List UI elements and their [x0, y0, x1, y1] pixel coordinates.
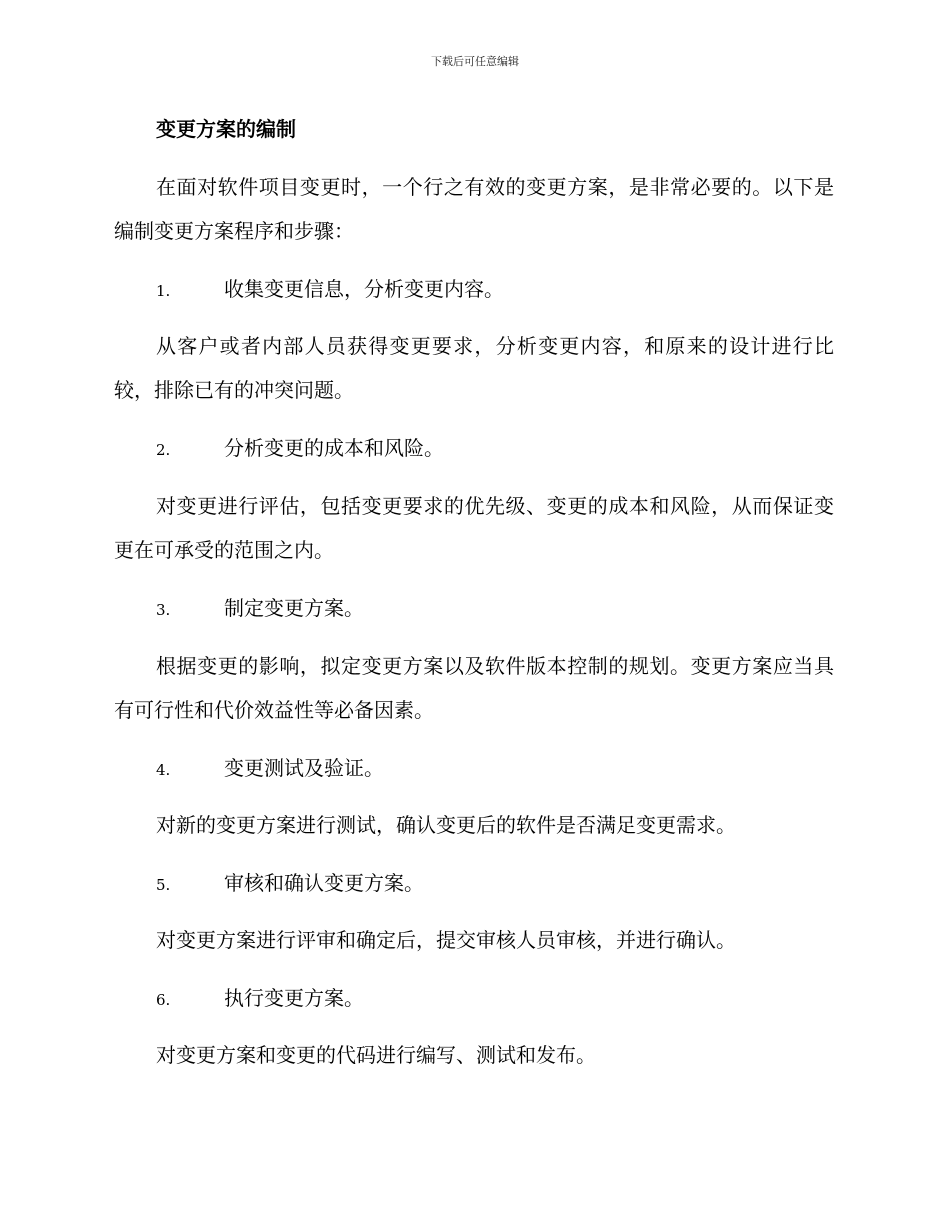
- step-number: 3.: [156, 601, 171, 619]
- step-number: 5.: [156, 876, 171, 894]
- document-title: 变更方案的编制: [156, 117, 296, 141]
- step-heading: 变更测试及验证。: [224, 756, 384, 780]
- step-6-description: 对变更方案和变更的代码进行编写、测试和发布。: [156, 1043, 596, 1067]
- step-number: 4.: [156, 761, 171, 779]
- step-heading: 执行变更方案。: [224, 986, 364, 1010]
- step-4-description: 对新的变更方案进行测试，确认变更后的软件是否满足变更需求。: [156, 813, 736, 837]
- step-3-description: 根据变更的影响，拟定变更方案以及软件版本控制的规划。变更方案应当具有可行性和代价效益性等必备因素。: [114, 654, 834, 722]
- step-5: [156, 870, 424, 896]
- step-2-description: 对变更进行评估，包括变更要求的优先级、变更的成本和风险，从而保证变更在可承受的范围之内。: [114, 494, 834, 562]
- step-heading: 收集变更信息，分析变更内容。: [224, 277, 504, 301]
- step-4: [156, 755, 384, 781]
- step-number: 6.: [156, 991, 171, 1009]
- intro-paragraph: 在面对软件项目变更时，一个行之有效的变更方案，是非常必要的。以下是编制变更方案程序和步骤：: [114, 175, 834, 243]
- step-number: 2.: [156, 441, 171, 459]
- page-header: 下载后可任意编辑: [431, 55, 519, 68]
- step-heading: 分析变更的成本和风险。: [224, 436, 444, 460]
- step-heading: 审核和确认变更方案。: [224, 871, 424, 895]
- step-2: [156, 435, 444, 461]
- step-3: [156, 595, 364, 621]
- step-1: [156, 276, 504, 302]
- step-6: [156, 985, 364, 1011]
- step-heading: 制定变更方案。: [224, 596, 364, 620]
- step-5-description: 对变更方案进行评审和确定后，提交审核人员审核，并进行确认。: [156, 928, 736, 952]
- step-1-description: 从客户或者内部人员获得变更要求，分析变更内容，和原来的设计进行比较，排除已有的冲突问题。: [114, 334, 834, 402]
- step-number: 1.: [156, 282, 171, 300]
